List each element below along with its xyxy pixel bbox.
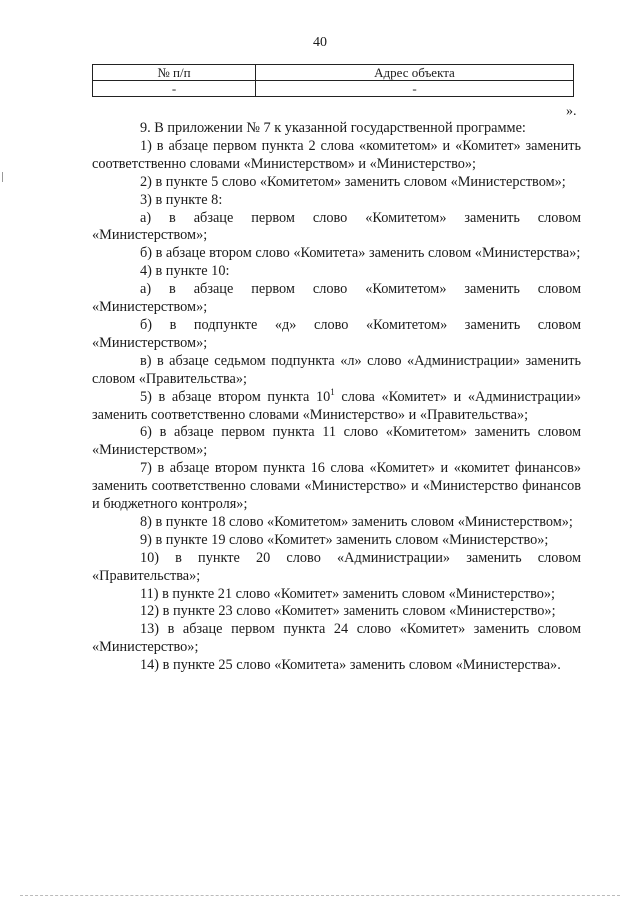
table-cell-address: - [256,81,574,97]
table-header-row [93,65,574,81]
paragraph-part: 5) в абзаце втором пункта 10 [140,388,331,405]
paragraph: 13) в абзаце первом пункта 24 слово «Комитет» заменить словом «Министерство»; [92,621,581,656]
table-header-number: № п/п [93,65,256,81]
paragraph-part: слова «Комитет» и «Администрации» заменить соответственно словами «Министерство» и «Правительства»; [92,388,582,423]
paragraph: 3) в пункте 8: [140,191,223,208]
paragraph: 12) в пункте 23 слово «Комитет» заменить словом «Министерство»; [140,603,556,620]
paragraph-with-superscript [92,386,582,425]
paragraph: 14) в пункте 25 слово «Комитета» заменить словом «Министерства». [140,657,561,674]
paragraph: 7) в абзаце втором пункта 16 слова «Комитет» и «комитет финансов» заменить соответственно словами «Министерство» и «Министерство финансов и бюджетного контроля»; [92,460,581,513]
table-header-address: Адрес объекта [256,65,574,81]
scan-bottom-rule [20,895,620,896]
paragraph: 9. В приложении № 7 к указанной государственной программе: [140,120,526,136]
address-table [92,64,574,97]
paragraph: б) в подпункте «д» слово «Комитетом» заменить словом «Министерством»; [92,316,581,351]
scan-margin-mark [2,172,3,182]
paragraph: 4) в пункте 10: [140,263,230,280]
closing-quote: ». [566,104,577,119]
paragraph: 6) в абзаце первом пункта 11 слово «Комитетом» заменить словом «Министерством»; [92,424,581,459]
paragraph: 10) в пункте 20 слово «Администрации» заменить словом «Правительства»; [92,549,581,584]
table-cell-number: - [93,81,256,97]
paragraph: 11) в пункте 21 слово «Комитет» заменить словом «Министерство»; [140,585,556,602]
document-body [92,120,581,675]
paragraph: а) в абзаце первом слово «Комитетом» заменить словом «Министерством»; [92,209,581,244]
paragraph: 8) в пункте 18 слово «Комитетом» заменить словом «Министерством»; [140,513,573,530]
table-row [93,81,574,97]
paragraph: 9) в пункте 19 слово «Комитет» заменить словом «Министерство»; [140,531,549,548]
paragraph: а) в абзаце первом слово «Комитетом» заменить словом «Министерством»; [92,281,581,316]
paragraph: б) в абзаце втором слово «Комитета» заменить словом «Министерства»; [140,245,581,262]
paragraph: 2) в пункте 5 слово «Комитетом» заменить словом «Министерством»; [140,173,566,190]
paragraph: в) в абзаце седьмом подпункта «л» слово «Администрации» заменить словом «Правительства»; [92,352,581,387]
paragraph: 1) в абзаце первом пункта 2 слова «комитетом» и «Комитет» заменить соответственно словами «Министерством» и «Министерство»; [92,137,581,172]
page-number: 40 [313,35,327,50]
superscript: 1 [330,386,335,397]
